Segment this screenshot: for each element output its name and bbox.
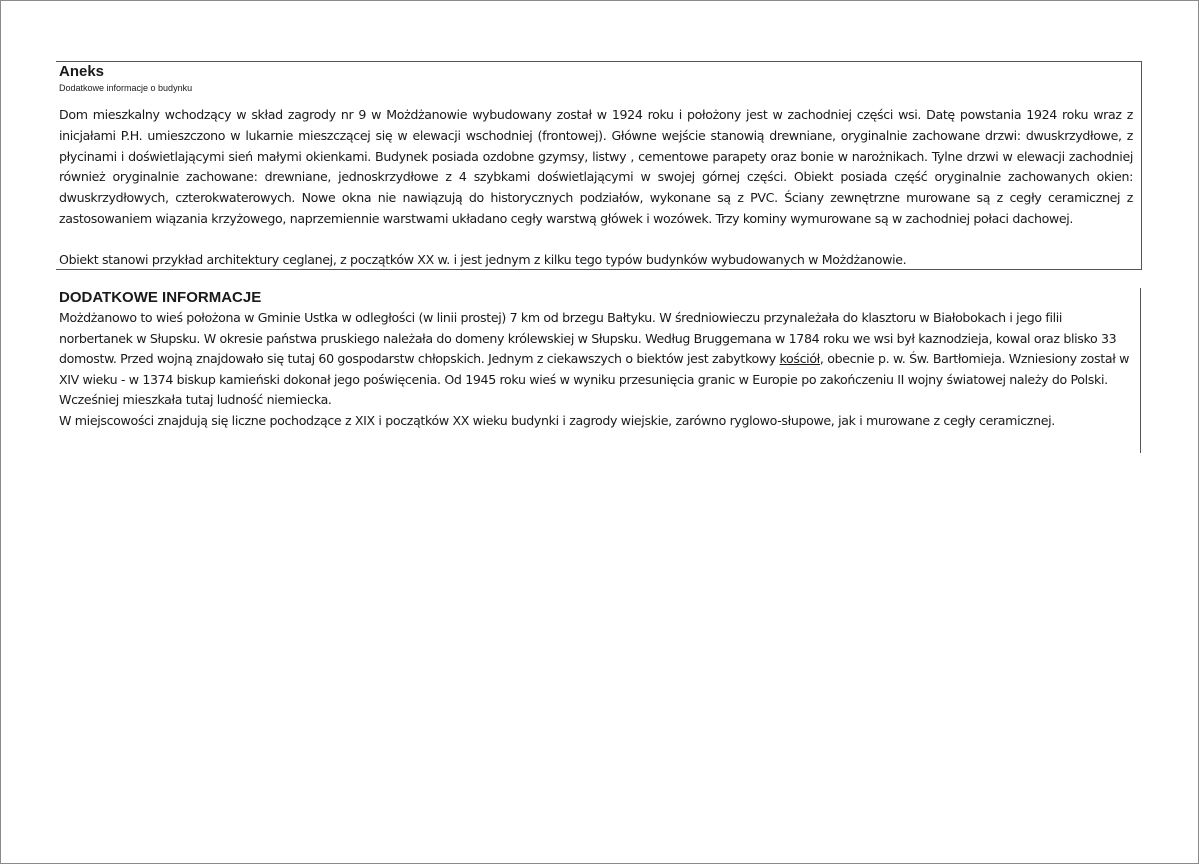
church-link[interactable]: kościół	[779, 351, 820, 366]
info-paragraph-1-start: Możdżanowo to wieś położona w Gminie Ustka w odległości (w linii prostej) 7 km od brzegu Bałtyku. W średniowieczu przynależała do klasztoru w Białobokach i jego filii norbertanek w Słupsku. W okresie państwa pruskiego należała do domeny królewskiej w Słupsku. Według Bruggemana w 1784 roku we wsi był kaznodzieja, kowal oraz blisko 33 domostw. Przed wojną znajdowało się tutaj 60 gospodarstw chłopskich. Jednym z ciekawszych o biektów jest zabytkowy	[59, 310, 1117, 366]
additional-info-body	[59, 308, 1131, 431]
annex-body-text: Dom mieszkalny wchodzący w skład zagrody nr 9 w Możdżanowie wybudowany został w 1924 roku i położony jest w zachodniej części wsi. Datę powstania 1924 roku wraz z inicjałami P.H. umieszczono w lukarnie mieszczącej się w elewacji wschodniej (frontowej). Główne wejście stanowią drewniane, oryginalnie zachowane drzwi: dwuskrzydłowe, z płycinami i doświetlającymi sień małymi okienkami. Budynek posiada ozdobne gzymsy, listwy , cementowe parapety oraz bonie w narożnikach. Tylne drzwi w elewacji zachodniej również oryginalnie zachowane: drewniane, jednoskrzydłowe z 4 szybkami doświetlającymi w swojej górnej części. Obiekt posiada część oryginalnie zachowanych okien: dwuskrzydłowych, czterokwaterowych. Nowe okna nie nawiązują do historycznych podziałów, wykonane są z PVC. Ściany zewnętrzne murowane są z cegły ceramicznej z zastosowaniem wiązania krzyżowego, naprzemiennie warstwami układano cegły warstwą główek i wozówek. Trzy kominy wymurowane są w zachodniej połaci dachowej.	[59, 107, 1133, 226]
annex-summary-line: Obiekt stanowi przykład architektury ceglanej, z początków XX w. i jest jednym z kilku tego typów budynków wybudowanych w Możdżanowie.	[59, 252, 907, 267]
annex-section	[56, 61, 1142, 269]
additional-info-title: DODATKOWE INFORMACJE	[59, 289, 262, 306]
annex-frame	[56, 61, 1142, 269]
info-paragraph-1-end: , obecnie p. w. Św. Bartłomieja. Wzniesiony został w XIV wieku - w 1374 biskup kamieński dokonał jego poświęcenia. Od 1945 roku wieś w wyniku przesunięcia granic w Europie po zakończeniu II wojny światowej należy do Polski. Wcześniej mieszkała tutaj ludność niemiecka.	[59, 351, 1130, 407]
additional-info-section	[56, 288, 1141, 453]
info-paragraph-1	[59, 308, 1131, 411]
info-paragraph-2: W miejscowości znajdują się liczne pochodzące z XIX i początków XX wieku budynki i zagrody wiejskie, zarówno ryglowo-słupowe, jak i murowane z cegły ceramicznej.	[59, 412, 1055, 428]
annex-title: Aneks	[59, 63, 105, 80]
annex-subtitle: Dodatkowe informacje o budynku	[59, 83, 193, 93]
annex-bottom-rule	[56, 269, 1142, 270]
